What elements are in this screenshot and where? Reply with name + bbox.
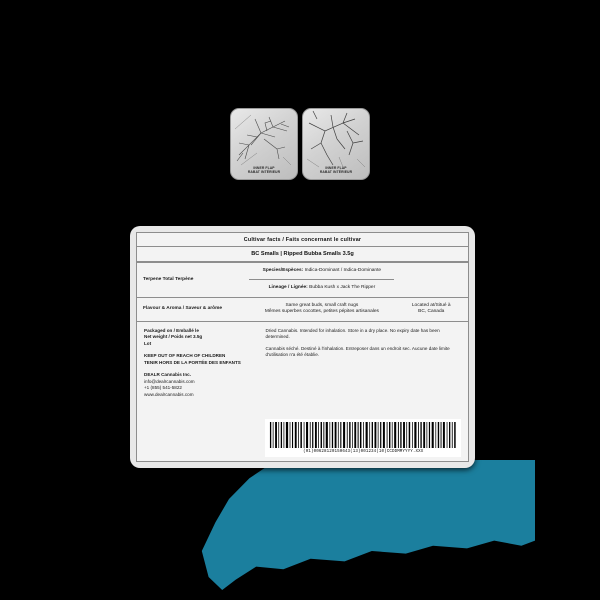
- lineage-cell: [249, 280, 394, 297]
- inner-flap-right-line2: RABAT INTÉRIEUR: [319, 170, 353, 175]
- flavour-aroma-fr: Mêmes superbes cocottes, petites pépites artisanales: [264, 309, 379, 315]
- packaged-on-line: Packaged on / Emballé le: [144, 327, 199, 333]
- company-email: info@dealrcannabis.com: [144, 378, 195, 384]
- empty-cell: [394, 263, 468, 298]
- table-row: [137, 263, 468, 280]
- inner-flap-sticker-right: [302, 108, 370, 180]
- located-at-value: BC, Canada: [418, 309, 445, 315]
- flavour-aroma-label: Flavour & Aroma / Saveur & arôme: [137, 297, 249, 321]
- barcode-number: (01)00628120150643(13)001234(10)CCDDMMYYYY.XXX: [303, 450, 424, 455]
- lineage-value: Bubba Kush x Jack The Ripper: [309, 285, 376, 291]
- inner-flap-sticker-left: [230, 108, 298, 180]
- inner-flap-stickers: [230, 108, 370, 180]
- label-panel: [136, 232, 469, 462]
- inner-flap-left-label: [231, 166, 297, 175]
- label-bottom-section: [137, 322, 468, 461]
- label-left-block: [137, 322, 259, 461]
- species-value: Indica-Dominant / Indica-Dominante: [304, 268, 382, 273]
- company-website: www.dealrcannabis.com: [144, 391, 194, 397]
- cultivar-facts-header: Cultivar facts / Faits concernant le cultivar: [137, 233, 468, 247]
- teal-spill-graphic: [195, 460, 535, 590]
- inner-flap-left-line1: INNER FLAP: [253, 165, 275, 170]
- species-label: Species/Espèces:: [262, 268, 304, 273]
- lineage-label: Lineage / Lignée:: [268, 285, 308, 291]
- net-weight-line: Net weight / Poids net 3.5g: [144, 334, 203, 340]
- located-at-label: Located at/Situé à: [411, 302, 451, 308]
- inner-flap-left-line2: RABAT INTÉRIEUR: [247, 170, 281, 175]
- company-phone: +1 (855) 541-5822: [144, 385, 182, 391]
- barcode-icon: [269, 422, 457, 448]
- product-label-card: [130, 226, 475, 468]
- located-at-cell: [394, 297, 468, 321]
- flavour-aroma-value: [249, 297, 394, 321]
- table-row: [137, 297, 468, 321]
- child-warning-fr: TENIR HORS DE LA PORTÉE DES ENFANTS: [144, 359, 241, 365]
- species-cell: [249, 263, 394, 280]
- terpene-total-label: Terpene Total Terpène: [137, 263, 249, 298]
- inner-flap-right-line1: INNER FLAP: [325, 165, 347, 170]
- flavour-aroma-en: Same great buds, small craft nugs: [285, 302, 359, 308]
- storage-text-fr: Cannabis séché. Destiné à l'inhalation. Entreposer dans un endroit sec. Aucune date limite d'utilisation n'a été établie.: [265, 345, 450, 358]
- inner-flap-right-label: [303, 166, 369, 175]
- storage-text-en: Dried Cannabis. Intended for inhalation. Store in a dry place. No expiry date has been determined.: [265, 327, 440, 340]
- strain-title: BC Smalls | Ripped Bubba Smalls 3.5g: [137, 247, 468, 262]
- barcode-area: [265, 419, 461, 457]
- lot-line: Lot: [144, 340, 152, 346]
- label-right-block: [259, 322, 468, 461]
- child-warning-en: KEEP OUT OF REACH OF CHILDREN: [144, 353, 226, 359]
- facts-table: [137, 262, 468, 322]
- company-name: DEALR Cannabis Inc.: [144, 372, 191, 378]
